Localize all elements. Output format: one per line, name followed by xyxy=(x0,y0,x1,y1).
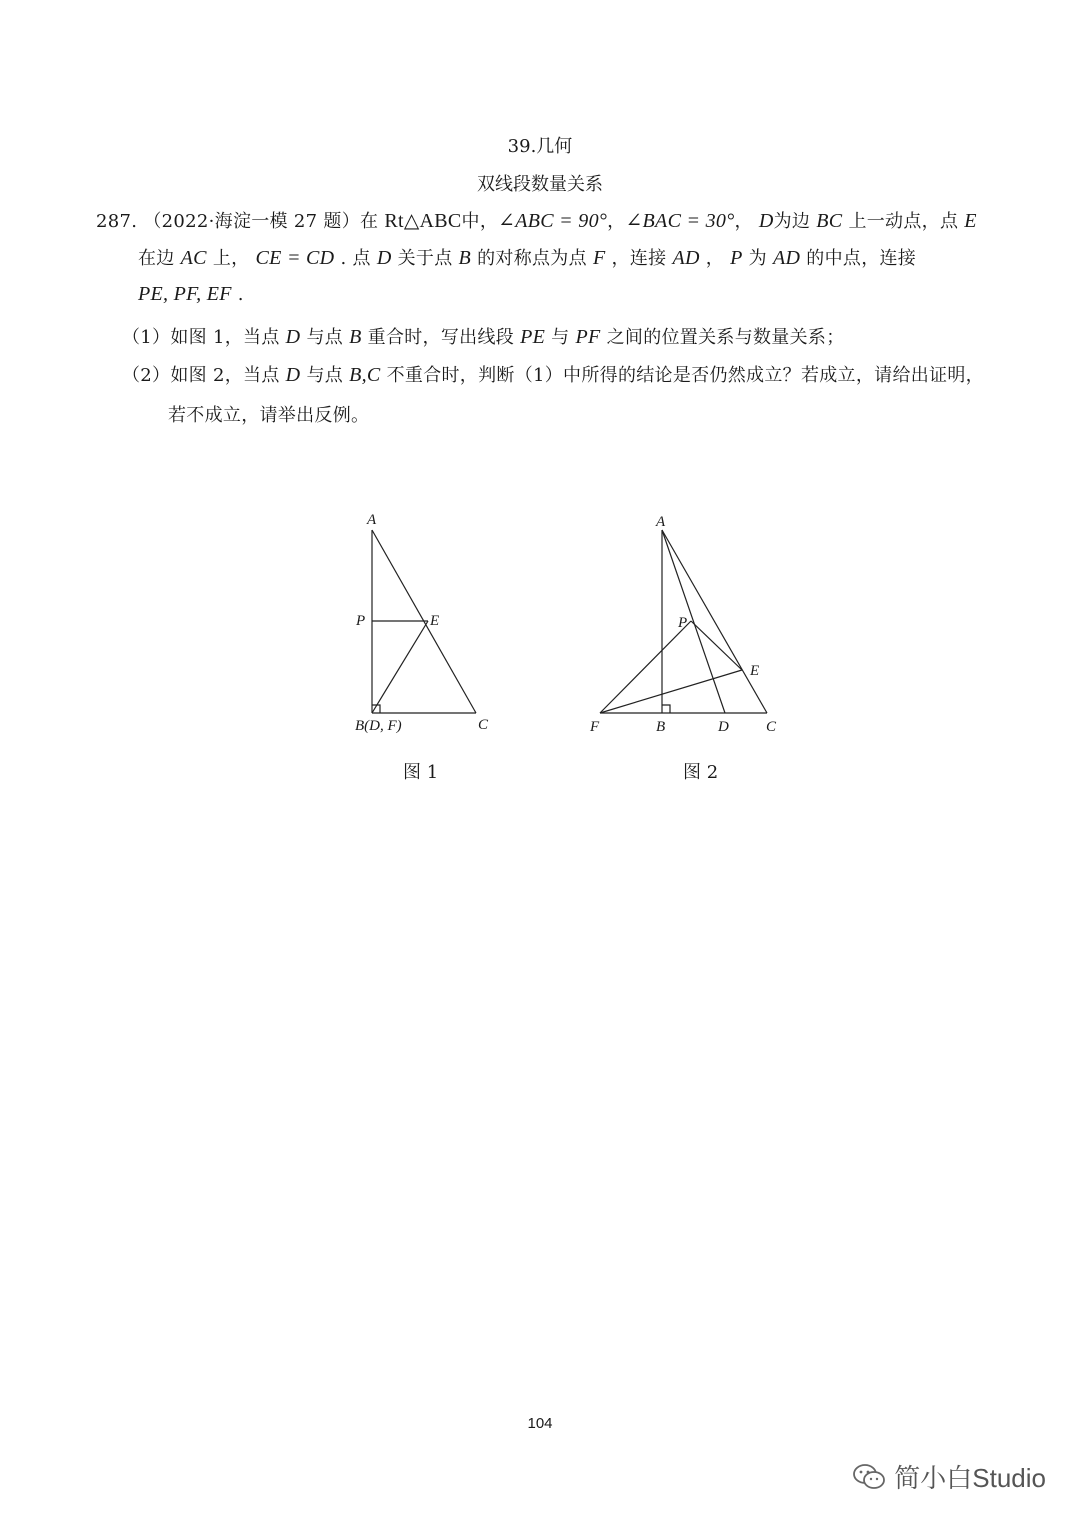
label-b: B xyxy=(656,719,666,735)
label-c: C xyxy=(766,719,777,735)
text: 关于点 xyxy=(397,248,453,269)
segments-pe-pf-ef: PE, PF, EF xyxy=(138,283,232,305)
question-1 xyxy=(122,323,845,349)
watermark-text: 简小白Studio xyxy=(894,1463,1046,1493)
label-b-d-f: B(D, F) xyxy=(355,718,402,734)
text: 与 xyxy=(551,327,570,348)
points-b-c: B,C xyxy=(349,364,381,386)
problem-number: 287. xyxy=(96,211,138,232)
problem-source: （2022·海淀一模 27 题）在 xyxy=(143,211,379,232)
text: （2）如图 2，当点 xyxy=(122,365,280,386)
label-p: P xyxy=(678,615,688,631)
text: . 点 xyxy=(340,248,371,269)
figure-2-caption: 图 2 xyxy=(683,762,719,783)
label-c: C xyxy=(478,717,489,733)
text: 之间的位置关系与数量关系； xyxy=(606,327,845,348)
text: ， xyxy=(734,211,753,232)
rt-triangle: Rt△ABC xyxy=(384,210,462,232)
text: 为边 xyxy=(773,211,811,232)
label-f: F xyxy=(590,719,600,735)
point-d: D xyxy=(758,210,774,232)
text: ，连接 xyxy=(611,248,667,269)
figure-1 xyxy=(340,505,520,745)
label-e: E xyxy=(430,613,440,629)
point-d: D xyxy=(285,326,301,348)
figure-1-caption: 图 1 xyxy=(403,762,439,783)
ce-equals-cd: CE = CD xyxy=(255,247,335,269)
angle-bac: ∠BAC = 30° xyxy=(625,210,735,232)
segment-ad xyxy=(662,530,725,713)
watermark xyxy=(852,1458,1046,1495)
text: 为 xyxy=(748,248,767,269)
text: 上， xyxy=(212,248,250,269)
point-e: E xyxy=(964,210,977,232)
text: （1）如图 1，当点 xyxy=(122,327,280,348)
text: ， xyxy=(705,248,725,269)
label-e: E xyxy=(750,663,760,679)
question-2 xyxy=(122,361,984,387)
text: 与点 xyxy=(306,365,344,386)
segment-bc: BC xyxy=(816,210,843,232)
point-f: F xyxy=(592,247,606,269)
label-d: D xyxy=(718,719,729,735)
text: ， xyxy=(607,211,626,232)
text: 重合时，写出线段 xyxy=(367,327,515,348)
text: 在边 xyxy=(138,248,175,269)
segment-pf: PF xyxy=(575,326,601,348)
segment-pe: PE xyxy=(520,326,546,348)
segment-ac: AC xyxy=(180,247,207,269)
section-title: 双线段数量关系 xyxy=(477,174,603,195)
text: 中， xyxy=(461,211,499,232)
problem-line-2 xyxy=(138,244,916,270)
segment-pe xyxy=(691,621,742,670)
page-number: 104 xyxy=(527,1415,553,1432)
point-d: D xyxy=(376,247,392,269)
point-p: P xyxy=(730,247,743,269)
label-p: P xyxy=(356,613,366,629)
right-angle-mark xyxy=(662,705,670,713)
point-b: B xyxy=(458,247,472,269)
text: 与点 xyxy=(306,327,344,348)
problem-line-3 xyxy=(138,283,244,306)
text: . xyxy=(237,284,244,305)
text: 的对称点为点 xyxy=(477,248,587,269)
chapter-title: 39.几何 xyxy=(507,136,573,157)
text: 上一动点，点 xyxy=(848,211,959,232)
segment-ad: AD xyxy=(672,247,700,269)
wechat-icon xyxy=(852,1463,886,1491)
figure-2 xyxy=(580,505,790,745)
text: 不重合时，判断（1）中所得的结论是否仍然成立？若成立，请给出证明， xyxy=(386,365,984,386)
segment-be xyxy=(372,621,428,713)
angle-abc: ∠ABC = 90° xyxy=(498,210,608,232)
question-2-line-2: 若不成立，请举出反例。 xyxy=(168,405,370,426)
point-b: B xyxy=(349,326,362,348)
point-d: D xyxy=(285,364,301,386)
segment-ad: AD xyxy=(773,247,801,269)
text: 的中点，连接 xyxy=(806,248,917,269)
label-a: A xyxy=(367,512,377,528)
problem-line-1 xyxy=(96,207,977,233)
label-a: A xyxy=(656,514,666,530)
